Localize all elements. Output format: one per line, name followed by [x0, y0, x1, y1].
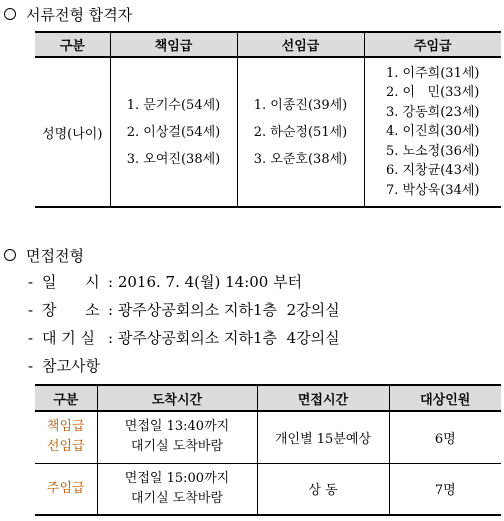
list-item: 1. 이종진(39세) [253, 97, 348, 113]
list-item: 4. 이진희(30세) [386, 124, 480, 140]
cell-headcount: 6명 [389, 411, 501, 463]
cell-arrival: 면접일 15:00까지 대기실 도착바람 [97, 463, 257, 515]
cell-junior-names [364, 57, 501, 207]
list-item: 1. 문기수(54세) [126, 97, 221, 113]
table-row [35, 463, 501, 515]
circle-bullet-icon [4, 249, 16, 261]
header-interview-time: 면접시간 [257, 385, 389, 411]
cell-headcount: 7명 [389, 463, 501, 515]
list-item: 5. 노소정(36세) [386, 143, 480, 159]
list-item: 6. 지창균(43세) [386, 163, 480, 179]
header-senior: 선임급 [237, 32, 364, 57]
list-item: 7. 박상욱(34세) [386, 182, 480, 198]
header-category: 구분 [35, 32, 110, 57]
info-line-notes: - 참고사항 [28, 357, 100, 375]
info-line-waiting-room: - 대 기 실 : 광주상공회의소 지하1층 4강의실 [28, 329, 340, 347]
list-item: 3. 강동희(23세) [386, 104, 480, 120]
section-title-interview: 면접전형 [4, 245, 84, 266]
cell-arrival: 면접일 13:40까지 대기실 도착바람 [97, 411, 257, 463]
list-item: 3. 오준호(38세) [253, 151, 348, 167]
header-arrival-time: 도착시간 [97, 385, 257, 411]
table-row [35, 57, 501, 207]
header-headcount: 대상인원 [389, 385, 501, 411]
cell-interview: 상 동 [257, 463, 389, 515]
list-item: 3. 오여진(38세) [126, 151, 221, 167]
cell-senior-names [237, 57, 364, 207]
circle-bullet-icon [4, 8, 16, 20]
list-item: 2. 이 민(33세) [386, 85, 480, 101]
header-senior-manager: 책임급 [110, 32, 237, 57]
cell-senior-manager-names [110, 57, 237, 207]
header-junior: 주임급 [364, 32, 501, 57]
table-header-row [35, 32, 501, 57]
list-item: 2. 이상걸(54세) [126, 124, 221, 140]
info-line-datetime: - 일 시 : 2016. 7. 4(월) 14:00 부터 [28, 273, 303, 291]
list-item: 1. 이주희(31세) [386, 65, 480, 81]
cell-grade: 주임급 [35, 463, 97, 515]
section-title-document-screening: 서류전형 합격자 [4, 4, 132, 25]
interview-schedule-table [35, 384, 501, 516]
list-item: 2. 하순정(51세) [253, 124, 348, 140]
screening-results-table [35, 31, 501, 208]
cell-interview: 개인별 15분예상 [257, 411, 389, 463]
row-label-name-age: 성명(나이) [35, 57, 110, 207]
table-header-row [35, 385, 501, 411]
header-category: 구분 [35, 385, 97, 411]
table-row [35, 411, 501, 463]
info-line-location: - 장 소 : 광주상공회의소 지하1층 2강의실 [28, 301, 340, 319]
cell-grade: 책임급 선임급 [35, 411, 97, 463]
